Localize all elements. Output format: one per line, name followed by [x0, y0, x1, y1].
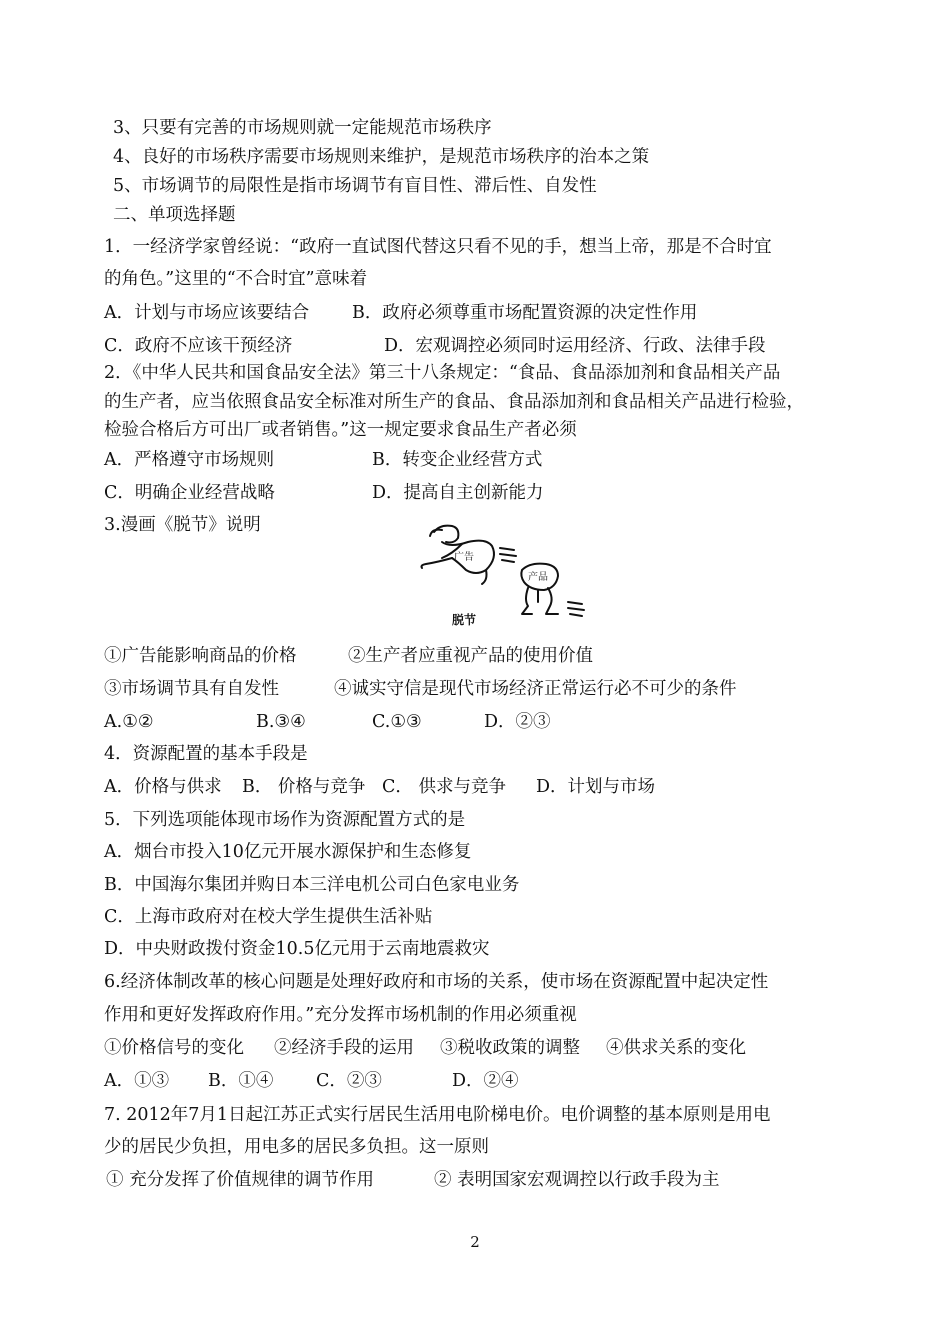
q2-stem-line1: 2．《中华人民共和国食品安全法》第三十八条规定：“食品、食品添加剂和食品相关产品 [104, 363, 781, 383]
statement-4: 4、良好的市场秩序需要市场规则来维护，是规范市场秩序的治本之策 [113, 147, 650, 167]
q6-option-a: A．①③ [104, 1071, 170, 1091]
cartoon-illustration [412, 518, 597, 630]
q3-option-a: A.①② [104, 712, 154, 732]
q1-option-b: B．政府必须尊重市场配置资源的决定性作用 [352, 303, 698, 323]
q5-stem: 5．下列选项能体现市场作为资源配置方式的是 [104, 810, 466, 830]
q1-option-a: A．计划与市场应该要结合 [104, 303, 310, 323]
q1-option-c: C．政府不应该干预经济 [104, 336, 293, 356]
q6-option-c: C．②③ [316, 1071, 382, 1091]
q3-stem: 3.漫画《脱节》说明 [104, 515, 261, 535]
q4-option-b: B． 价格与竞争 [242, 777, 366, 797]
q2-option-a: A．严格遵守市场规则 [104, 450, 275, 470]
section-title: 二、单项选择题 [113, 205, 236, 225]
q6-statement-1: ①价格信号的变化 [104, 1038, 244, 1058]
q6-statement-3: ③税收政策的调整 [440, 1038, 580, 1058]
q2-option-d: D．提高自主创新能力 [372, 483, 544, 503]
q4-option-d: D．计划与市场 [536, 777, 656, 797]
q3-statement-3: ③市场调节具有自发性 [104, 679, 279, 699]
page-number: 2 [470, 1233, 480, 1251]
q7-statement-2: ② 表明国家宏观调控以行政手段为主 [434, 1170, 720, 1190]
q7-statement-1: ① 充分发挥了价值规律的调节作用 [106, 1170, 375, 1190]
q2-option-b: B．转变企业经营方式 [372, 450, 543, 470]
q7-stem-line2: 少的居民少负担，用电多的居民多负担。这一原则 [104, 1137, 489, 1157]
q5-option-b: B．中国海尔集团并购日本三洋电机公司白色家电业务 [104, 875, 520, 895]
cartoon-caption: 脱节 [452, 613, 477, 627]
q6-stem-line1: 6.经济体制改革的核心问题是处理好政府和市场的关系，使市场在资源配置中起决定性 [104, 972, 769, 992]
statement-3: 3、只要有完善的市场规则就一定能规范市场秩序 [113, 118, 492, 138]
statement-5: 5、市场调节的局限性是指市场调节有盲目性、滞后性、自发性 [113, 176, 597, 196]
q3-statement-1: ①广告能影响商品的价格 [104, 646, 297, 666]
q1-stem-line1: 1．一经济学家曾经说：“政府一直试图代替这只看不见的手，想当上帝，那是不合时宜 [104, 237, 772, 257]
q2-option-c: C．明确企业经营战略 [104, 483, 275, 503]
q4-stem: 4．资源配置的基本手段是 [104, 744, 308, 764]
q6-statement-4: ④供求关系的变化 [606, 1038, 746, 1058]
q2-stem-line2: 的生产者，应当依照食品安全标准对所生产的食品、食品添加剂和食品相关产品进行检验， [104, 392, 804, 412]
cartoon-label-product: 产品 [528, 572, 548, 583]
q1-stem-line2: 的角色。”这里的“不合时宜”意味着 [104, 269, 368, 289]
q3-statement-2: ②生产者应重视产品的使用价值 [348, 646, 593, 666]
q3-option-b: B.③④ [256, 712, 306, 732]
q3-option-d: D．②③ [484, 712, 551, 732]
q6-stem-line2: 作用和更好发挥政府作用。”充分发挥市场机制的作用必须重视 [104, 1005, 577, 1025]
q4-option-c: C． 供求与竞争 [382, 777, 506, 797]
q1-option-d: D．宏观调控必须同时运用经济、行政、法律手段 [384, 336, 766, 356]
q5-option-a: A．烟台市投入10亿元开展水源保护和生态修复 [104, 842, 472, 862]
q4-option-a: A．价格与供求 [104, 777, 222, 797]
q5-option-c: C．上海市政府对在校大学生提供生活补贴 [104, 907, 433, 927]
q2-stem-line3: 检验合格后方可出厂或者销售。”这一规定要求食品生产者必须 [104, 420, 577, 440]
q6-option-b: B．①④ [208, 1071, 274, 1091]
q7-stem-line1: 7. 2012年7月1日起江苏正式实行居民生活用电阶梯电价。电价调整的基本原则是用电 [104, 1105, 771, 1125]
cartoon-label-ad: 广告 [454, 552, 474, 563]
q3-option-c: C.①③ [372, 712, 422, 732]
q6-statement-2: ②经济手段的运用 [274, 1038, 414, 1058]
q5-option-d: D．中央财政拨付资金10.5亿元用于云南地震救灾 [104, 939, 490, 959]
q6-option-d: D．②④ [452, 1071, 519, 1091]
q3-statement-4: ④诚实守信是现代市场经济正常运行必不可少的条件 [334, 679, 737, 699]
